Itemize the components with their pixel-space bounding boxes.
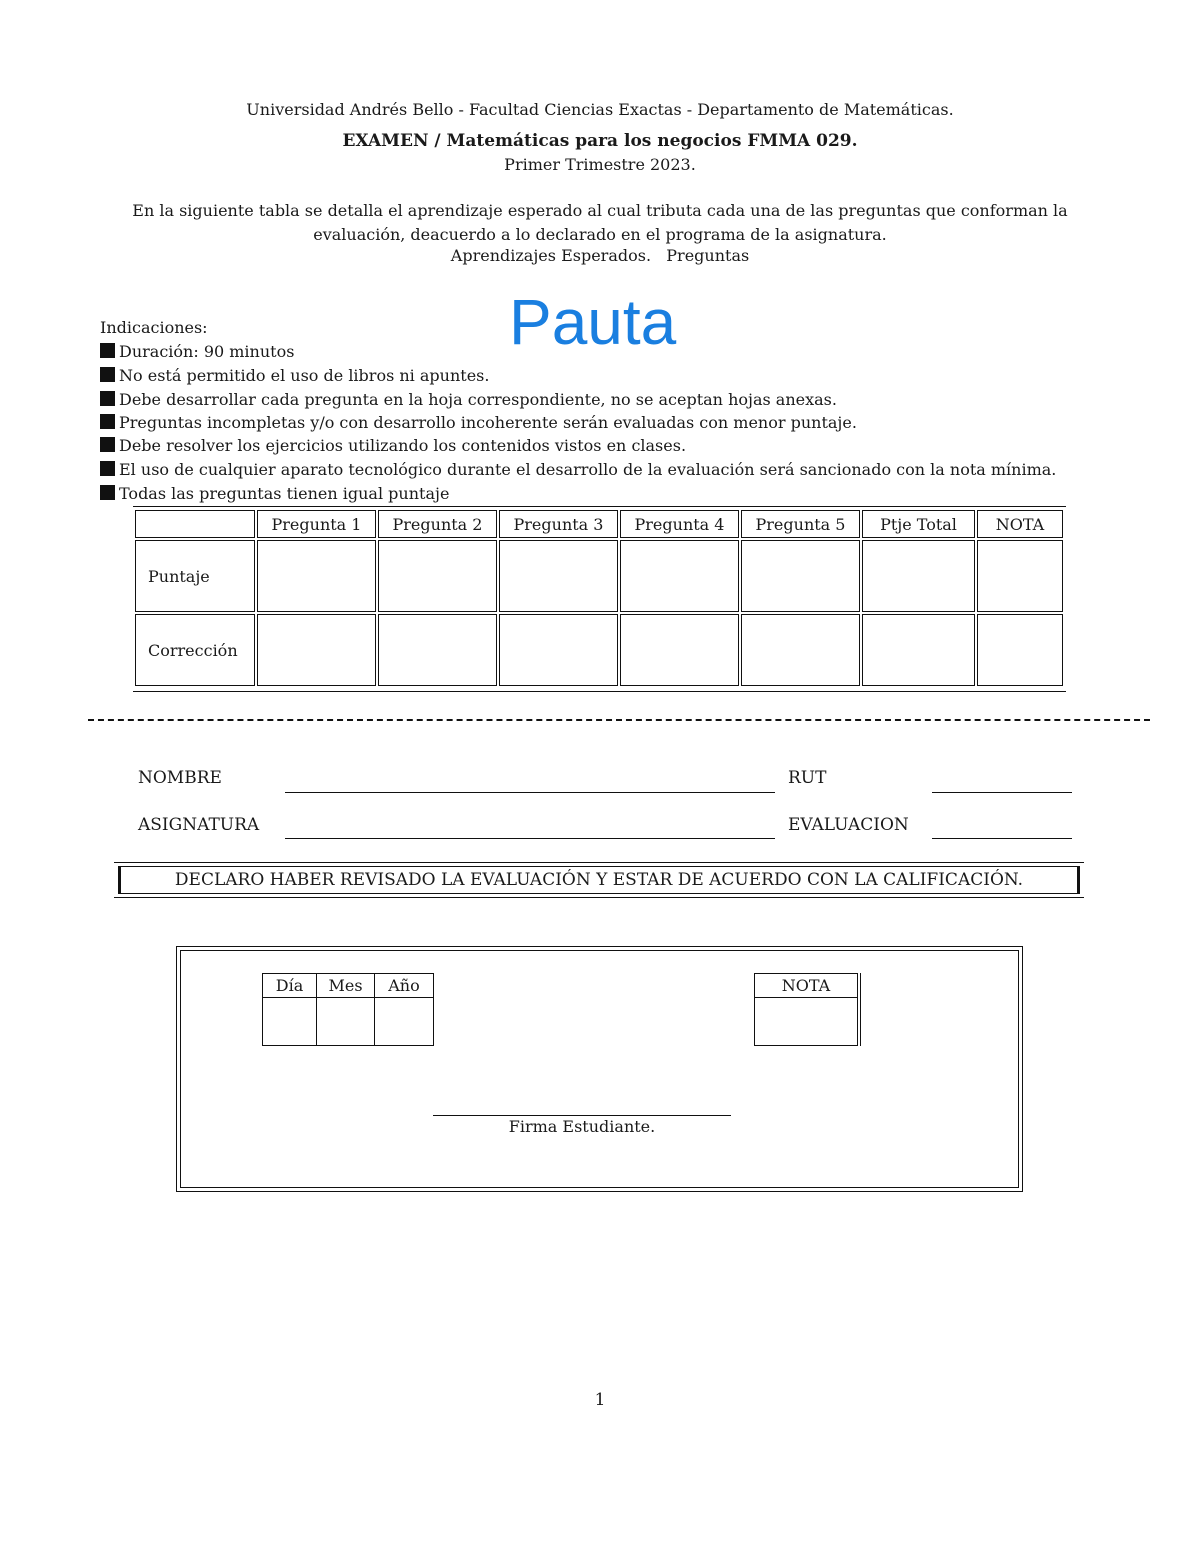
indication-text: Todas las preguntas tienen igual puntaje bbox=[119, 484, 450, 503]
score-cell bbox=[977, 540, 1063, 612]
row-label: Puntaje bbox=[135, 540, 255, 612]
score-cell bbox=[862, 540, 975, 612]
indication-text: Preguntas incompletas y/o con desarrollo incoherente serán evaluadas con menor puntaje. bbox=[119, 413, 857, 432]
table-rule bbox=[133, 691, 1066, 692]
grade-cell[interactable] bbox=[754, 997, 858, 1046]
indications-title: Indicaciones: bbox=[100, 318, 208, 337]
bullet-square-icon bbox=[100, 343, 115, 358]
evaluation-label: EVALUACION bbox=[788, 815, 909, 835]
declaration-box bbox=[114, 862, 1084, 898]
signature-label: Firma Estudiante. bbox=[508, 1117, 656, 1136]
rut-field[interactable] bbox=[932, 792, 1072, 793]
score-cell bbox=[741, 614, 860, 686]
score-cell bbox=[378, 540, 497, 612]
indication-text: Duración: 90 minutos bbox=[119, 342, 295, 361]
term-line: Primer Trimestre 2023. bbox=[504, 155, 696, 174]
subject-field[interactable] bbox=[285, 838, 775, 839]
pauta-stamp: Pauta bbox=[509, 286, 677, 358]
date-header-day: Día bbox=[262, 973, 317, 998]
row-label: Corrección bbox=[135, 614, 255, 686]
score-cell bbox=[620, 540, 739, 612]
column-header: Pregunta 4 bbox=[620, 510, 739, 538]
indication-item bbox=[100, 411, 857, 435]
score-cell bbox=[499, 540, 618, 612]
indication-text: No está permitido el uso de libros ni apuntes. bbox=[119, 366, 490, 385]
indication-item bbox=[100, 434, 686, 458]
declaration-text: DECLARO HABER REVISADO LA EVALUACIÓN Y ESTAR DE ACUERDO CON LA CALIFICACIÓN. bbox=[118, 866, 1080, 894]
score-cell bbox=[620, 614, 739, 686]
score-cell bbox=[741, 540, 860, 612]
grade-header: NOTA bbox=[754, 973, 858, 998]
indication-text: El uso de cualquier aparato tecnológico durante el desarrollo de la evaluación será sancionado con la nota mínima. bbox=[119, 460, 1057, 479]
column-header: Pregunta 2 bbox=[378, 510, 497, 538]
score-cell bbox=[977, 614, 1063, 686]
bullet-square-icon bbox=[100, 367, 115, 382]
evaluation-field[interactable] bbox=[932, 838, 1072, 839]
name-field[interactable] bbox=[285, 792, 775, 793]
score-cell bbox=[257, 614, 376, 686]
page-number: 1 bbox=[594, 1390, 606, 1410]
rut-label: RUT bbox=[788, 768, 827, 788]
indication-item bbox=[100, 340, 294, 364]
indication-item bbox=[100, 364, 489, 388]
column-header: Pregunta 5 bbox=[741, 510, 860, 538]
date-header-month: Mes bbox=[316, 973, 375, 998]
date-header-year: Año bbox=[374, 973, 434, 998]
indication-item bbox=[100, 388, 837, 412]
score-cell bbox=[499, 614, 618, 686]
bullet-square-icon bbox=[100, 485, 115, 500]
indication-item bbox=[100, 482, 449, 506]
column-header: Ptje Total bbox=[862, 510, 975, 538]
table-corner-cell bbox=[135, 510, 255, 538]
column-header: Pregunta 1 bbox=[257, 510, 376, 538]
indication-item bbox=[100, 458, 1056, 482]
grade-table bbox=[754, 973, 862, 1046]
subject-label: ASIGNATURA bbox=[138, 815, 260, 835]
date-month-cell[interactable] bbox=[316, 997, 375, 1046]
date-year-cell[interactable] bbox=[374, 997, 434, 1046]
signature-line[interactable] bbox=[433, 1115, 731, 1116]
indication-text: Debe resolver los ejercicios utilizando los contenidos vistos en clases. bbox=[119, 436, 687, 455]
cut-line bbox=[88, 719, 1150, 721]
bullet-square-icon bbox=[100, 391, 115, 406]
bullet-square-icon bbox=[100, 461, 115, 476]
bullet-square-icon bbox=[100, 414, 115, 429]
bullet-square-icon bbox=[100, 437, 115, 452]
date-table bbox=[262, 973, 434, 1046]
score-cell bbox=[257, 540, 376, 612]
score-cell bbox=[378, 614, 497, 686]
learning-table-header: Aprendizajes Esperados. Preguntas bbox=[450, 246, 750, 265]
intro-line-2: evaluación, deacuerdo a lo declarado en el programa de la asignatura. bbox=[313, 225, 887, 244]
table-rule bbox=[133, 506, 1066, 507]
column-header: NOTA bbox=[977, 510, 1063, 538]
institution-line: Universidad Andrés Bello - Facultad Ciencias Exactas - Departamento de Matemáticas. bbox=[246, 100, 954, 119]
date-day-cell[interactable] bbox=[262, 997, 317, 1046]
intro-line-1: En la siguiente tabla se detalla el aprendizaje esperado al cual tributa cada una de las preguntas que conforman la bbox=[132, 201, 1068, 220]
grade-table-rule bbox=[860, 973, 861, 1046]
score-table bbox=[133, 506, 1066, 692]
name-label: NOMBRE bbox=[138, 768, 222, 788]
indication-text: Debe desarrollar cada pregunta en la hoja correspondiente, no se aceptan hojas anexas. bbox=[119, 390, 837, 409]
column-header: Pregunta 3 bbox=[499, 510, 618, 538]
score-cell bbox=[862, 614, 975, 686]
exam-title: EXAMEN / Matemáticas para los negocios FMMA 029. bbox=[342, 131, 858, 151]
